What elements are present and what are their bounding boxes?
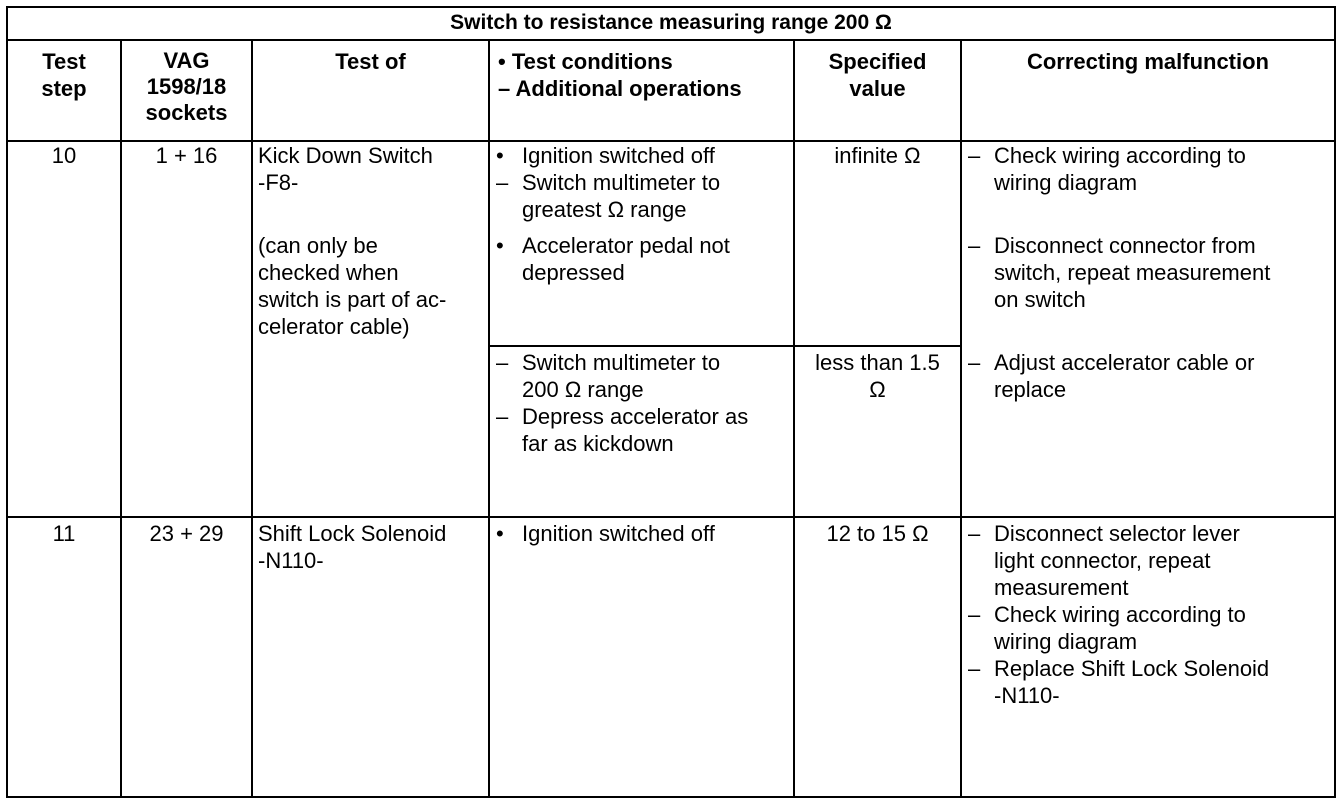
col-divider-3 xyxy=(488,39,490,796)
table-title: Switch to resistance measuring range 200 Ω xyxy=(450,11,892,34)
row11-test-of: Shift Lock Solenoid -N110- xyxy=(258,521,447,573)
row10-test-of: Kick Down Switch -F8- xyxy=(258,143,433,195)
header-test-of: Test of xyxy=(335,49,406,74)
header-correcting: Correcting malfunction xyxy=(1026,49,1269,74)
row10-spec-a: infinite Ω xyxy=(834,143,921,168)
title-divider xyxy=(8,39,1334,41)
row10-spec-b: less than 1.5 Ω xyxy=(815,350,940,402)
header-sockets: VAG 1598/18 sockets xyxy=(145,48,228,125)
row11-step: 11 xyxy=(52,521,76,546)
header-test-step: Test step xyxy=(41,49,87,101)
header-conditions: • Test conditions – Additional operations xyxy=(498,49,742,101)
col-divider-2 xyxy=(251,39,253,796)
row10-step: 10 xyxy=(51,143,77,168)
header-specified-value: Specified value xyxy=(828,49,927,101)
row10-sockets: 1 + 16 xyxy=(155,143,218,168)
row-divider xyxy=(8,516,1334,518)
row10-inner-divider xyxy=(488,345,960,347)
row10-test-of-note: (can only be checked when switch is part of ac- celerator cable) xyxy=(258,233,447,339)
col-divider-5 xyxy=(960,39,962,796)
procedure-table: Switch to resistance measuring range 200 Ω Test step VAG 1598/18 sockets Test of • Test conditions – Additional operations Specified value Correcting malfunction 10 1 + 16 Kick Down Switch -F8- (can only be checked when switch is part of ac- celerator cable) • Ignition switched off – Switch multimeter to greatest Ω range • Accelerator pedal not depressed infinite Ω – Check wiring according to wiring diagram – Disconnect connector from switch, repeat measurement on switch – Switch multimeter to 200 Ω range – Depress accelerator as far as kickdown less than 1.5 Ω – Adjust accelerator cable or replace 11 23 + 29 Shift Lock Solenoid -N110- • Ignition switched off 12 to 15 Ω – Disconnect selector lever light connector, repeat measurement – Check wiring according to wiring diagram – Replace Shift Lock Solenoid -N110- xyxy=(6,6,1336,798)
row11-sockets: 23 + 29 xyxy=(149,521,224,546)
row11-spec: 12 to 15 Ω xyxy=(826,521,929,546)
